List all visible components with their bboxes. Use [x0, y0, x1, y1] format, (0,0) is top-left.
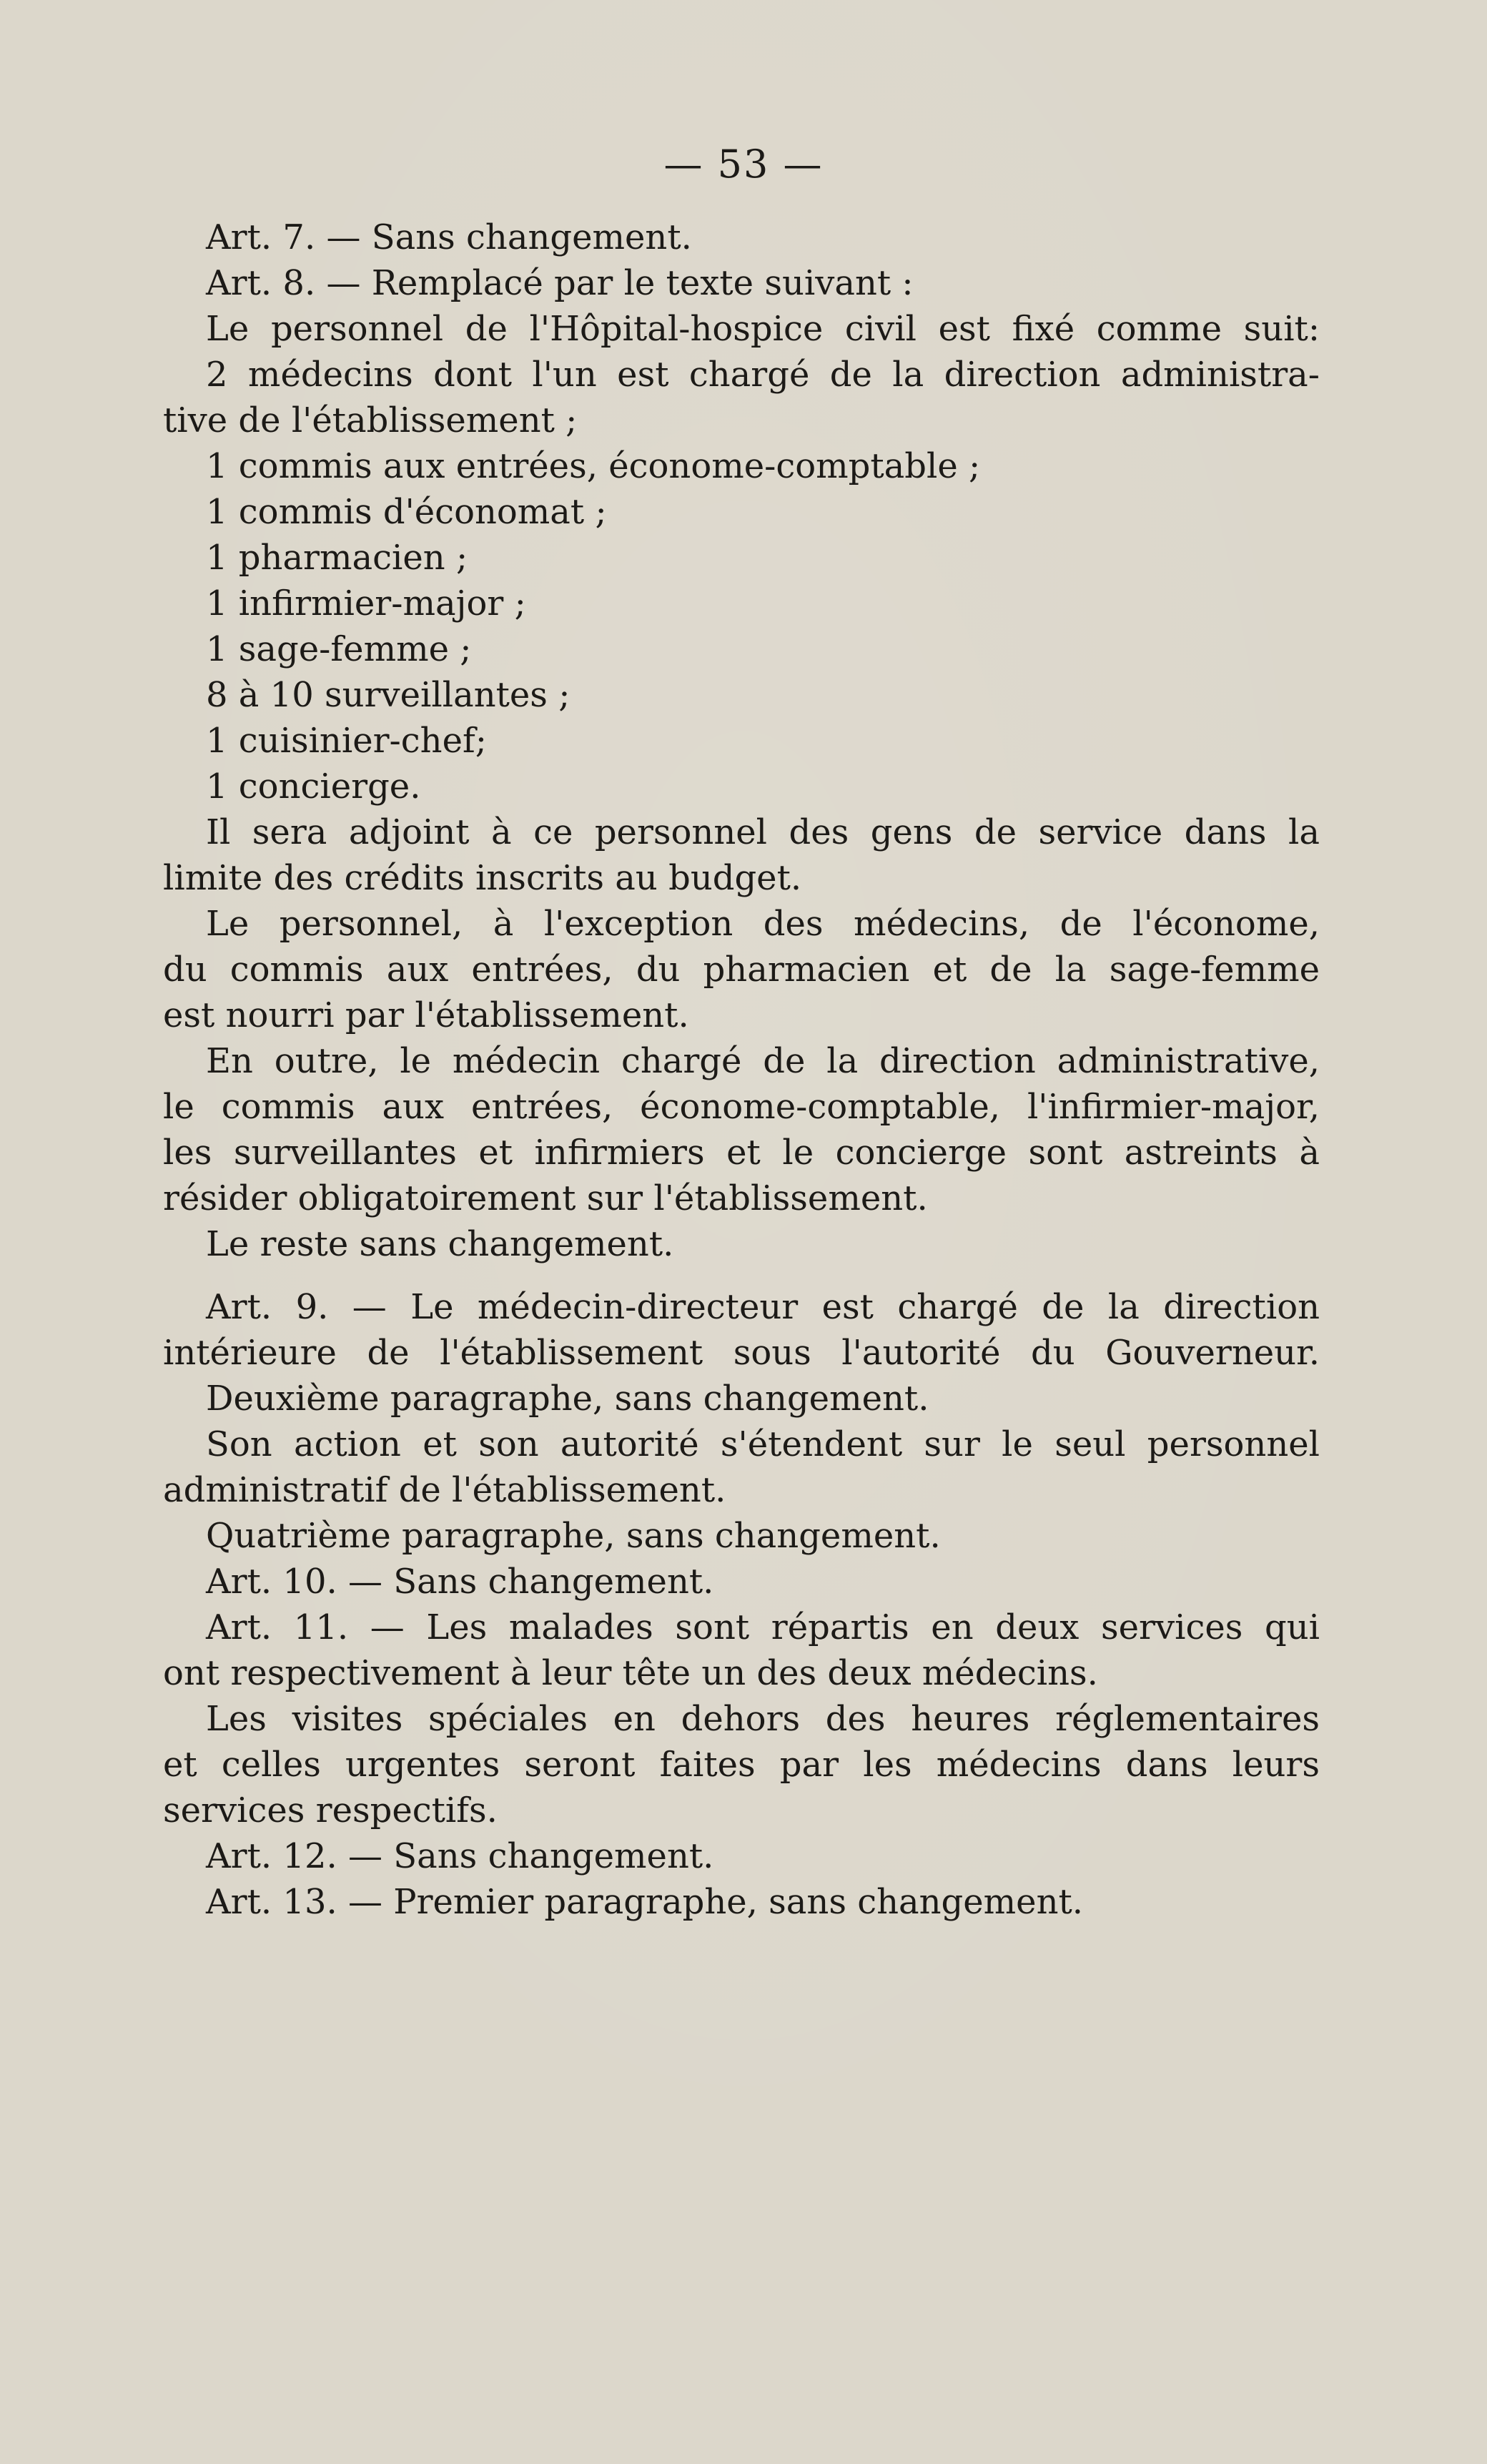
text-line: 1 concierge. — [206, 767, 421, 807]
text-line: administratif de l'établissement. — [163, 1470, 726, 1510]
text-line: Le personnel de l'Hôpital-hospice civil est fixé comme suit: — [206, 309, 1320, 349]
text-line: Son action et son autorité s'étendent sur le seul personnel — [206, 1424, 1320, 1464]
text-line: est nourri par l'établissement. — [163, 995, 689, 1035]
text-line: 2 médecins dont l'un est chargé de la direction administra- — [206, 355, 1320, 395]
text-line: 1 infirmier-major ; — [206, 583, 526, 624]
text-line: tive de l'établissement ; — [163, 400, 578, 440]
text-line: Art. 11. — Les malades sont répartis en deux services qui — [206, 1607, 1320, 1647]
document-text — [163, 215, 1320, 1925]
text-line: le commis aux entrées, économe-comptable, l'infirmier-major, — [163, 1087, 1320, 1127]
text-line: les surveillantes et infirmiers et le concierge sont astreints à — [163, 1133, 1320, 1173]
text-line: Art. 12. — Sans changement. — [206, 1836, 714, 1876]
text-line: Les visites spéciales en dehors des heures réglementaires — [206, 1699, 1320, 1739]
text-line: Art. 8. — Remplacé par le texte suivant : — [206, 263, 914, 303]
text-line: ont respectivement à leur tête un des deux médecins. — [163, 1653, 1098, 1693]
text-line: Le personnel, à l'exception des médecins, de l'économe, — [206, 904, 1320, 944]
text-line: 1 pharmacien ; — [206, 538, 468, 578]
text-line: Art. 10. — Sans changement. — [206, 1562, 714, 1602]
text-line: services respectifs. — [163, 1790, 498, 1830]
text-line: 1 commis d'économat ; — [206, 492, 607, 532]
text-line: Deuxième paragraphe, sans changement. — [206, 1379, 929, 1419]
text-line: 1 commis aux entrées, économe-comptable ; — [206, 446, 981, 486]
text-line: Le reste sans changement. — [206, 1224, 674, 1264]
text-line: 8 à 10 surveillantes ; — [206, 675, 570, 715]
text-line: Quatrième paragraphe, sans changement. — [206, 1516, 941, 1556]
text-line: résider obligatoirement sur l'établissement. — [163, 1178, 928, 1218]
text-line: 1 sage-femme ; — [206, 629, 472, 669]
text-line: Art. 9. — Le médecin-directeur est chargé de la direction — [206, 1287, 1320, 1327]
text-line: intérieure de l'établissement sous l'autorité du Gouverneur. — [163, 1333, 1320, 1373]
text-line: 1 cuisinier-chef; — [206, 721, 487, 761]
page-number: — 53 — — [663, 142, 824, 187]
text-line: Art. 13. — Premier paragraphe, sans changement. — [206, 1882, 1084, 1922]
text-line: En outre, le médecin chargé de la direction administrative, — [206, 1041, 1320, 1081]
text-line: du commis aux entrées, du pharmacien et de la sage-femme — [163, 950, 1320, 990]
text-line: et celles urgentes seront faites par les médecins dans leurs — [163, 1745, 1320, 1785]
text-line: Art. 7. — Sans changement. — [206, 217, 692, 257]
text-line: limite des crédits inscrits au budget. — [163, 858, 802, 898]
text-line: Il sera adjoint à ce personnel des gens de service dans la — [206, 812, 1320, 852]
